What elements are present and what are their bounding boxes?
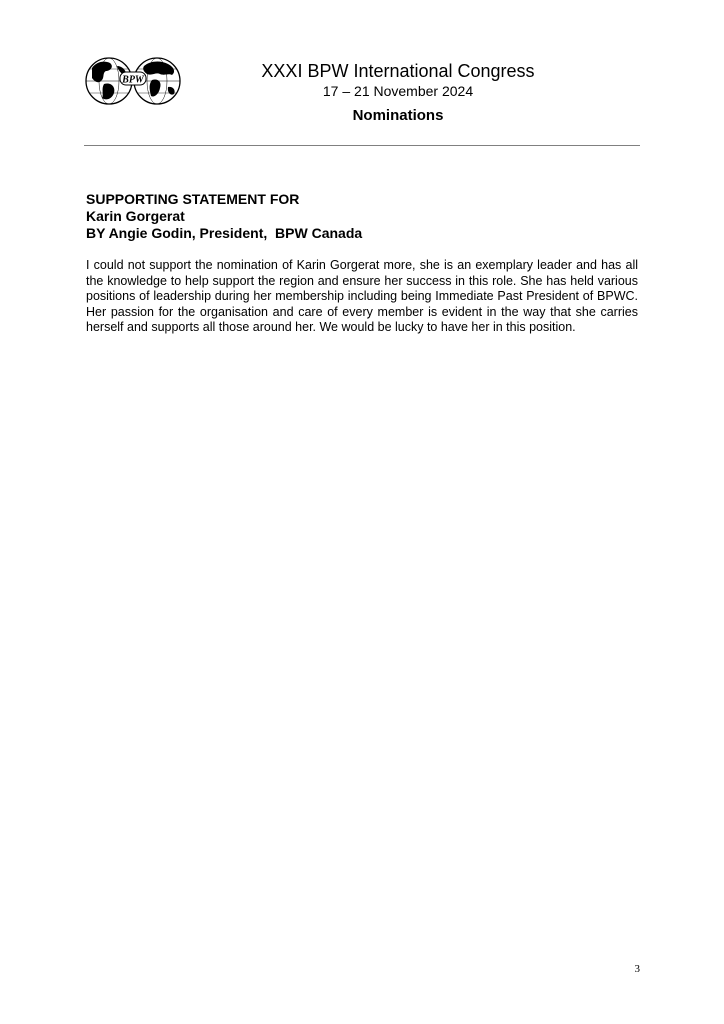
bpw-wordmark <box>120 72 146 86</box>
nominee-name: Karin Gorgerat <box>86 208 185 224</box>
section-title: Nominations <box>352 107 444 124</box>
statement-heading-line: SUPPORTING STATEMENT FOR <box>86 191 300 207</box>
header-divider <box>84 145 640 146</box>
statement-heading <box>86 191 638 242</box>
page-number: 3 <box>634 963 640 975</box>
bpw-globe-logo <box>84 54 184 108</box>
statement-author: BY Angie Godin, President, BPW Canada <box>86 225 363 241</box>
congress-title: XXXI BPW International Congress <box>261 61 535 81</box>
congress-dates: 17 – 21 November 2024 <box>322 83 474 99</box>
svg-text:BPW: BPW <box>122 74 144 86</box>
statement-body: I could not support the nomination of Karin Gorgerat more, she is an exemplary leader and has all the knowledge to help support the region and ensure her success in this role. She has held various positions of leadership during her membership including being Immediate Past President of BPWC. Her passion for the organisation and care of every member is evident in the way that she carries herself and supports all those around her. We would be lucky to have her in this position. <box>86 258 638 335</box>
